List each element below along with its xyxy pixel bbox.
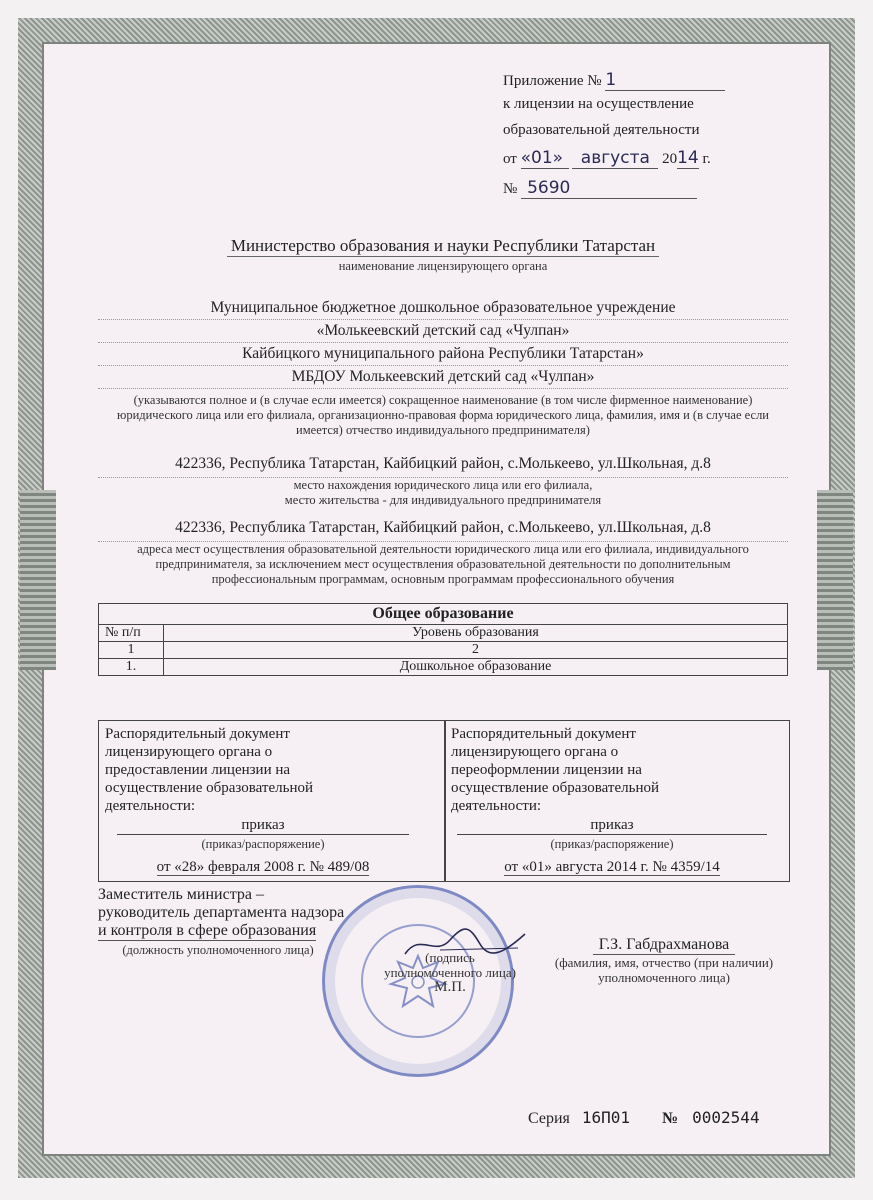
org-line-4: МБДОУ Молькеевский детский сад «Чулпан» xyxy=(98,366,788,389)
licensing-body-caption: наименование лицензирующего органа xyxy=(338,259,548,273)
grant-document-type-caption: (приказ/распоряжение) xyxy=(201,837,325,851)
series-number-label: № xyxy=(662,1110,679,1127)
number-label: № xyxy=(503,181,518,197)
col-header-num: № п/п xyxy=(99,625,164,642)
date-prefix: от xyxy=(503,151,517,167)
signature-caption-block xyxy=(360,950,540,995)
reissue-document-box xyxy=(444,720,790,882)
reissue-document-type: приказ xyxy=(457,817,767,835)
row-num: 1. xyxy=(99,659,164,676)
date-year-prefix: 20 xyxy=(662,151,678,167)
reissue-document-type-caption: (приказ/распоряжение) xyxy=(550,837,674,851)
org-line-3: Кайбицкого муниципального района Республики Татарстан» xyxy=(98,343,788,366)
grant-document-title: Распорядительный документ лицензирующего органа о предоставлении лицензии на осуществление образовательной деятельности: xyxy=(105,726,313,814)
series-label: Серия xyxy=(528,1110,570,1127)
grant-document-type: приказ xyxy=(117,817,409,835)
position-line-2: руководитель департамента надзора xyxy=(98,904,345,921)
signatory-name-block xyxy=(540,936,788,985)
name-caption-2: уполномоченного лица) xyxy=(598,970,730,985)
date-day: «01» xyxy=(521,148,569,169)
location-caption-2: место жительства - для индивидуального предпринимателя xyxy=(284,493,602,507)
col-index-2: 2 xyxy=(164,642,788,659)
reissue-document-date: от «01» августа 2014 г. № 4359/14 xyxy=(504,859,720,875)
col-header-level: Уровень образования xyxy=(164,625,788,642)
position-line-1: Заместитель министра – xyxy=(98,886,264,903)
appendix-line3: образовательной деятельности xyxy=(503,122,700,138)
reissue-document-title: Распорядительный документ лицензирующего органа о переоформлении лицензии на осуществление образовательной деятельности: xyxy=(451,726,659,814)
education-table-title: Общее образование xyxy=(99,604,788,625)
series-number: 0002544 xyxy=(692,1108,760,1127)
left-ornament xyxy=(20,490,56,670)
name-caption-1: (фамилия, имя, отчество (при наличии) xyxy=(554,955,774,970)
location-address: 422336, Республика Татарстан, Кайбицкий район, с.Молькеево, ул.Школьная, д.8 xyxy=(98,455,788,478)
sign-caption-2: уполномоченного лица) xyxy=(384,965,516,980)
date-month: августа xyxy=(572,148,658,169)
position-line-3: и контроля в сфере образования xyxy=(98,922,317,939)
activity-caption: адреса мест осуществления образовательной деятельности юридического лица или его филиала, индивидуального предпринимателя, за исключением мест осуществления образовательной деятельности по дополнительным профессиональным программам, основным программам профессионального обучения xyxy=(137,542,749,586)
date-year-suffix: 14 xyxy=(677,148,699,168)
col-index-1: 1 xyxy=(99,642,164,659)
date-suffix: г. xyxy=(702,151,711,167)
appendix-line2: к лицензии на осуществление xyxy=(503,96,694,112)
grant-document-date: от «28» февраля 2008 г. № 489/08 xyxy=(156,859,370,875)
series-value: 16П01 xyxy=(581,1108,631,1127)
education-table xyxy=(98,603,788,676)
location-caption-1: место нахождения юридического лица или его филиала, xyxy=(293,478,593,492)
row-level: Дошкольное образование xyxy=(164,659,788,676)
sign-caption-1: (подпись xyxy=(425,950,475,965)
license-number: 5690 xyxy=(521,178,697,199)
series-block xyxy=(528,1108,760,1128)
appendix-number: 1 xyxy=(605,70,725,91)
org-line-1: Муниципальное бюджетное дошкольное образовательное учреждение xyxy=(98,297,788,320)
table-row xyxy=(99,659,788,676)
right-ornament xyxy=(817,490,853,670)
org-line-2: «Молькеевский детский сад «Чулпан» xyxy=(98,320,788,343)
appendix-label: Приложение № xyxy=(503,73,602,89)
activity-address: 422336, Республика Татарстан, Кайбицкий район, с.Молькеево, ул.Школьная, д.8 xyxy=(98,519,788,542)
signatory-name: Г.З. Габдрахманова xyxy=(593,936,736,955)
appendix-header xyxy=(503,70,743,204)
seal-label: М.П. xyxy=(434,979,466,995)
org-caption: (указываются полное и (в случае если имеется) сокращенное наименование (в том числе фирменное наименование) юридического лица или его филиала, организационно-правовая форма юридического лица, фамилия, имя и (в случае если имеется) отчество индивидуального предпринимателя) xyxy=(116,393,769,437)
licensing-body-name: Министерство образования и науки Республики Татарстан xyxy=(227,236,659,257)
grant-document-box xyxy=(98,720,446,882)
signatory-position xyxy=(98,886,348,959)
position-caption: (должность уполномоченного лица) xyxy=(122,943,314,957)
